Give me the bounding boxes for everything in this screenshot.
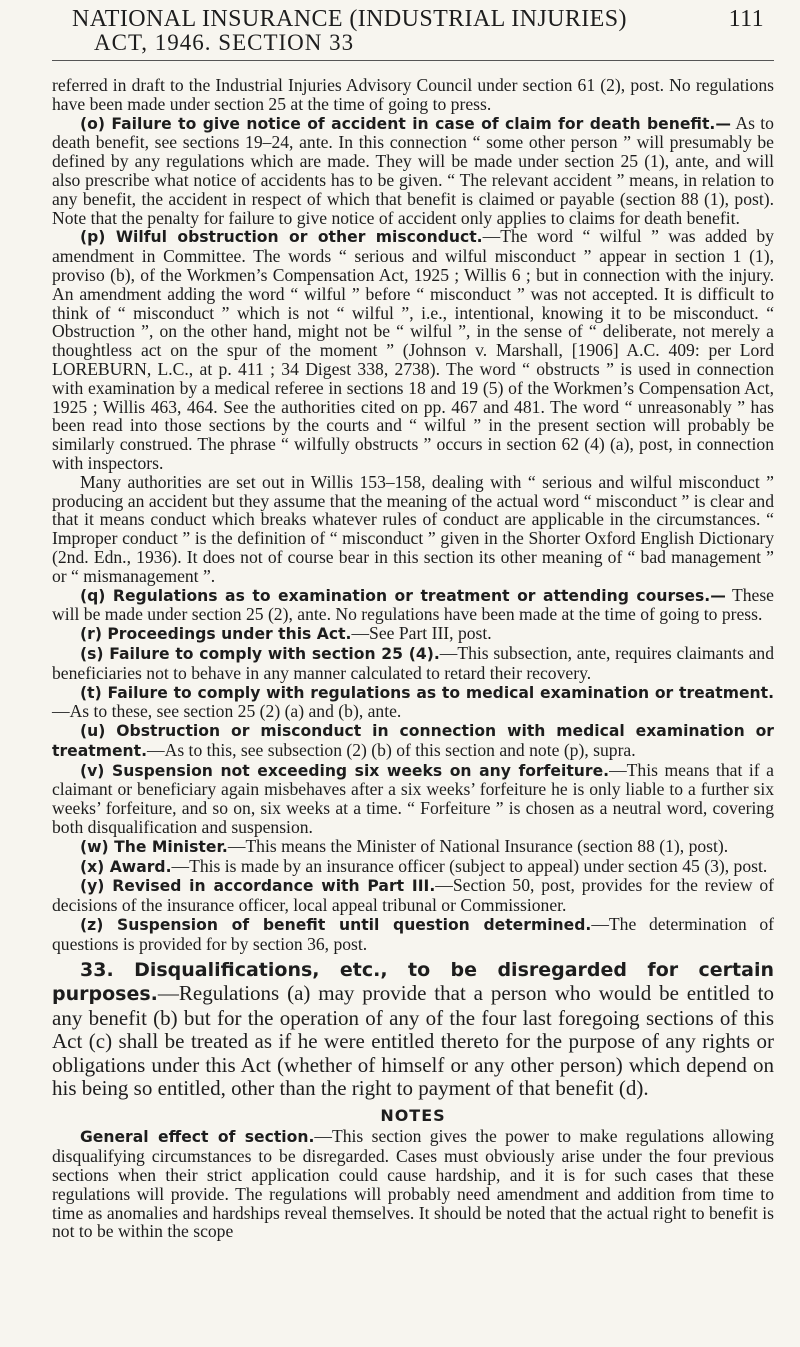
note-heading: (p) Wilful obstruction or other misconduct. [80, 228, 483, 247]
page-body [52, 76, 774, 1241]
note-paragraph: (w) The Minister.—This means the Minister of National Insurance (section 88 (1), post). [80, 835, 729, 856]
note-paragraph: (o) Failure to give notice of accident in case of claim for death benefit.— As to death benefit, see sections 19–24, ante. In this connection “ some other person ” will presumably be defined by any regulations which are made. They will be made under section 25 (1), ante, and will also prescribe what notice of accidents has to be given. “ The relevant accident ” means, in relation to any benefit, the accident in respect of which that benefit is claimed or payable (section 88 (1), post). Note that the penalty for failure to give notice of accident only applies to claims for death benefit. [52, 112, 774, 228]
note-heading: General effect of section. [80, 1128, 315, 1147]
note-heading: (w) The Minister. [80, 837, 228, 856]
note-heading: (o) Failure to give notice of accident in case of claim for death benefit.— [80, 114, 731, 133]
note-paragraph: (t) Failure to comply with regulations as to medical examination or treatment.—As to these, see section 25 (2) (a) and (b), ante. [52, 683, 774, 722]
running-subtitle: ACT, 1946. SECTION 33 [94, 30, 355, 55]
note-paragraph: (r) Proceedings under this Act.—See Part III, post. [80, 623, 492, 644]
running-header [72, 6, 772, 33]
section-text: —Regulations (a) may provide that a person who would be entitled to any benefit (b) but for the operation of any of the four last foregoing sections of this Act (c) shall be treated as if he were entitled thereto for the purpose of any rights or obligations under this Act (whether of himself or any other person) which depend on his being so entitled, other than the right to payment of that benefit (d). [52, 981, 774, 1101]
paragraph: referred in draft to the Industrial Injuries Advisory Council under section 61 (2), post. No regulations have been made under section 25 at the time of going to press. [52, 75, 774, 114]
note-heading: (x) Award. [80, 857, 172, 876]
note-paragraph: (u) Obstruction or misconduct in connection with medical examination or treatment.—As to this, see subsection (2) (b) of this section and note (p), supra. [52, 722, 774, 760]
note-heading: (s) Failure to comply with section 25 (4). [80, 644, 440, 663]
note-heading: (r) Proceedings under this Act. [80, 625, 352, 644]
note-heading: (y) Revised in accordance with Part III. [80, 877, 436, 896]
note-paragraph: General effect of section.—This section gives the power to make regulations allowing disqualifying circumstances to be disregarded. Cases must obviously arise under the four previous sections when their strict application could cause hardship, and it is for such cases that these regulations will provide. The regulations will probably need amendment and addition from time to time as anomalies and hardships reveal themselves. It should be noted that the actual right to benefit is not to be within the scope [52, 1126, 775, 1242]
note-heading: (z) Suspension of benefit until question determined. [80, 916, 592, 935]
note-paragraph: (q) Regulations as to examination or treatment or attending courses.— These will be made under section 25 (2), ante. No regulations have been made at the time of going to press. [52, 584, 774, 625]
note-paragraph: (v) Suspension not exceeding six weeks on any forfeiture.—This means that if a claimant or beneficiary again misbehaves after a six weeks’ forfeiture he is only liable to a further six weeks’ forfeiture, and so on, six weeks at a time. “ Forfeiture ” is chosen as a neutral word, covering both disqualification and suspension. [52, 759, 774, 838]
statute-section [52, 958, 774, 1101]
paragraph: Many authorities are set out in Willis 153–158, dealing with “ serious and wilful misconduct ” producing an accident but they assume that the meaning of the actual word “ misconduct ” is clear and that it means conduct which breaks whatever rules of conduct are applicable in the circumstances. “ Improper conduct ” is the definition of “ misconduct ” given in the Shorter Oxford English Dictionary (2nd. Edn., 1936). It does not of course bear in this section its other meaning of “ bad management ” or “ mismanagement ”. [52, 471, 774, 586]
note-heading: (q) Regulations as to examination or treatment or attending courses.— [80, 586, 726, 605]
running-title: NATIONAL INSURANCE (INDUSTRIAL INJURIES) [72, 6, 627, 32]
note-heading: (t) Failure to comply with regulations as to medical examination or treatment. [80, 683, 774, 702]
note-paragraph: (x) Award.—This is made by an insurance officer (subject to appeal) under section 45 (3), post. [80, 855, 768, 876]
note-paragraph: (s) Failure to comply with section 25 (4).—This subsection, ante, requires claimants and beneficiaries not to behave in any manner calculated to retard their recovery. [52, 642, 774, 683]
page-number: 111 [728, 6, 764, 32]
section-heading: 33. Disqualifications, etc., to be disregarded for certain purposes. [52, 958, 774, 1006]
note-paragraph: (y) Revised in accordance with Part III.—Section 50, post, provides for the review of decisions of the insurance officer, local appeal tribunal or Commissioner. [52, 875, 774, 916]
note-heading: (u) Obstruction or misconduct in connection with medical examination or treatment. [52, 722, 774, 760]
notes-title: NOTES [380, 1105, 446, 1125]
note-paragraph: (p) Wilful obstruction or other misconduct.—The word “ wilful ” was added by amendment in Committee. The words “ serious and wilful misconduct ” appear in section 1 (1), proviso (b), of the Workmen’s Compensation Act, 1925 ; Willis 6 ; but in connection with the injury. An amendment adding the word “ wilful ” before “ misconduct ” was not accepted. It is difficult to think of “ misconduct ” which is not “ wilful ”, i.e., intentional, knowing it to be misconduct. “ Obstruction ”, on the other hand, might not be “ wilful ”, in the sense of “ deliberate, not merely a thoughtless act on the spur of the moment ” (Johnson v. Marshall, [1906] A.C. 409: per Lord LOREBURN, L.C., at p. 411 ; 34 Digest 338, 2738). The word “ obstructs ” is used in connection with examination by a medical referee in sections 18 and 19 (5) of the Workmen’s Compensation Act, 1925 ; Willis 463, 464. See the authorities cited on pp. 467 and 481. The word “ unreasonably ” has been read into those sections by the courts and “ wilful ” in the present section will probably be similarly construed. The phrase “ wilfully obstructs ” occurs in section 62 (4) (a), post, in connection with inspectors. [52, 226, 774, 473]
note-heading: (v) Suspension not exceeding six weeks on any forfeiture. [80, 761, 610, 780]
header-rule [52, 60, 774, 61]
note-paragraph: (z) Suspension of benefit until question determined.—The determination of questions is provided for by section 36, post. [52, 914, 774, 954]
